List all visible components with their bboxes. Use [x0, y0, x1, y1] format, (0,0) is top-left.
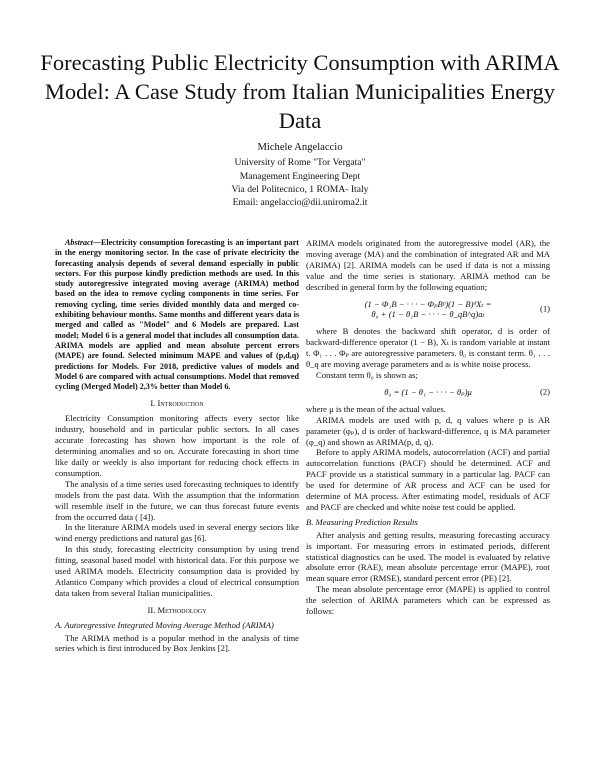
intro-paragraph-1: Electricity Consumption monitoring affects every sector like industry, household and in particular public sectors. In all cases accurate forecasting has shown how important is the role of determining anomalies and so on. Accurate forecasting in short time like daily or weekly is also important for reducing chock effects in consumption. [55, 413, 299, 478]
arima-paragraph-3: Constant term θ₀ is shown as; [316, 369, 418, 380]
subsection-heading-measuring: B. Measuring Prediction Results [306, 516, 418, 527]
measuring-paragraph-1: After analysis and getting results, measuring forecasting accuracy is important. For measuring errors in estimated periods, different statistical diagnostics can be used. The model is evaluated by relative absolute error (RAE), mean absolute percentage error (MAPE), root mean square error (RMSE), standard percent error (PE) [2]. [306, 529, 550, 584]
right-column [306, 238, 550, 617]
method-paragraph-1: The ARIMA method is a popular method in the analysis of time series which is first introduced by Box Jenkins [2]. [55, 632, 299, 654]
arima-paragraph-5: ARIMA models are used with p, d, q values where p is AR parameter (φₚ), d is order of backward-difference, q is MA parameter (φ_q) and shown as ARIMA(p, d, q). [306, 414, 550, 447]
equation-2-body: θ₀ = (1 − θ₁ − · · · − θₚ)μ [384, 386, 472, 397]
author-affiliation: University of Rome "Tor Vergata" [234, 157, 366, 169]
arima-paragraph-4: where μ is the mean of the actual values. [306, 403, 446, 414]
author-name: Michele Angelaccio [257, 142, 343, 153]
author-address: Via del Politecnico, 1 ROMA- Italy [231, 183, 369, 195]
measuring-paragraph-2: The mean absolute percentage error (MAPE) is applied to control the selection of ARIMA parameters which can be expressed as follows: [306, 584, 550, 617]
abstract-lead: Abstract [65, 238, 93, 247]
paper-title: Forecasting Public Electricity Consumption with ARIMA Model: A Case Study from Italian Municipalities Energy Data [40, 50, 560, 133]
author-department: Management Engineering Dept [239, 170, 361, 182]
section-heading-methodology: II. Methodology [147, 604, 207, 615]
equation-1 [306, 299, 550, 321]
equation-2-number: (2) [539, 386, 550, 397]
arima-paragraph-2: where B denotes the backward shift operator, d is order of backward-difference operator (1 − B), Xₜ is random variable at instant t. Φ₁ . . . Φₚ are autoregressive parameters. θ₀ is constant term. θ₁ . . . θ_q are moving average parameters and aₜ is white noise process. [306, 326, 550, 370]
intro-paragraph-2: The analysis of a time series used forecasting techniques to identify models from the past data. With the assumption that the information will resemble itself in the future, we can thus forecast future events from the occurred data ( [4]). [55, 478, 299, 522]
subsection-heading-arima: A. Autoregressive Integrated Moving Average Method (ARIMA) [55, 619, 274, 630]
section-heading-introduction: I. Introduction [150, 398, 204, 409]
left-column [55, 238, 299, 654]
author-email: Email: angelaccio@dii.uniroma2.it [232, 197, 368, 209]
intro-paragraph-4: In this study, forecasting electricity consumption by using trend fitting, seasonal based model with historical data. For this purpose we used ARIMA models. Electricity consumption data is provided by Atlantico Company which provides a cloud of electrical consumption data taken from several Italian municipalities. [55, 544, 299, 598]
arima-paragraph-1: ARIMA models originated from the autoregressive model (AR), the moving average (MA) and the combination of integrated AR and MA (ARIMA) [2]. ARIMA models can be used if data is not a missing value and the time series is stationary. ARIMA method can be described in general form by the following equation; [306, 238, 550, 292]
equation-2 [306, 387, 550, 398]
equation-1-line-2: θ₀ + (1 − θ₁B − · · · − θ_qB^q)aₜ [371, 309, 485, 320]
equation-1-line-1: (1 − Φ₁B − · · · − ΦₚBᵖ)(1 − B)ᵈXₜ = [364, 298, 492, 309]
abstract [55, 238, 299, 392]
author-block [150, 141, 450, 209]
equation-1-number: (1) [539, 303, 550, 314]
abstract-text: —Electricity consumption forecasting is an important part in the energy monitoring sector. In the case of private electricity the forecasting analysis depends of several demand especially in public sectors. For this purpose kindly prediction methods are used. In this study autoregressive integrated moving average (ARIMA) method based on the idea to remove cycling components in time series. For removing cycling, time series divided monthly data and merged co-exhibiting behaviour months. Same months and different years data is merged and called as "Model" and 6 Models are prepared. Last model; Model 6 is a general model that includes all consumption data. ARIMA models are applied and mean absolute percent errors (MAPE) are found. Selected minimum MAPE and values of (p,d,q) predictions for Models. For 2018, predictive values of models and Model 6 are compared with actual consumptions. Model that removed cycling (Merged Model) 2,3% better than Model 6. [55, 238, 299, 392]
arima-paragraph-6: Before to apply ARIMA models, autocorrelation (ACF) and partial autocorrelation functions (PACF) should be determined. ACF and PACF provide us a statistical summary in a particular lag. PACF can be used for determine of AR process and ACF can be used for determine of MA process. After estimating model, residuals of ACF and PACF are checked and white noise test could be applied. [306, 447, 550, 512]
intro-paragraph-3: In the literature ARIMA models used in several energy sectors like wind energy predictions and natural gas [6]. [55, 522, 299, 544]
